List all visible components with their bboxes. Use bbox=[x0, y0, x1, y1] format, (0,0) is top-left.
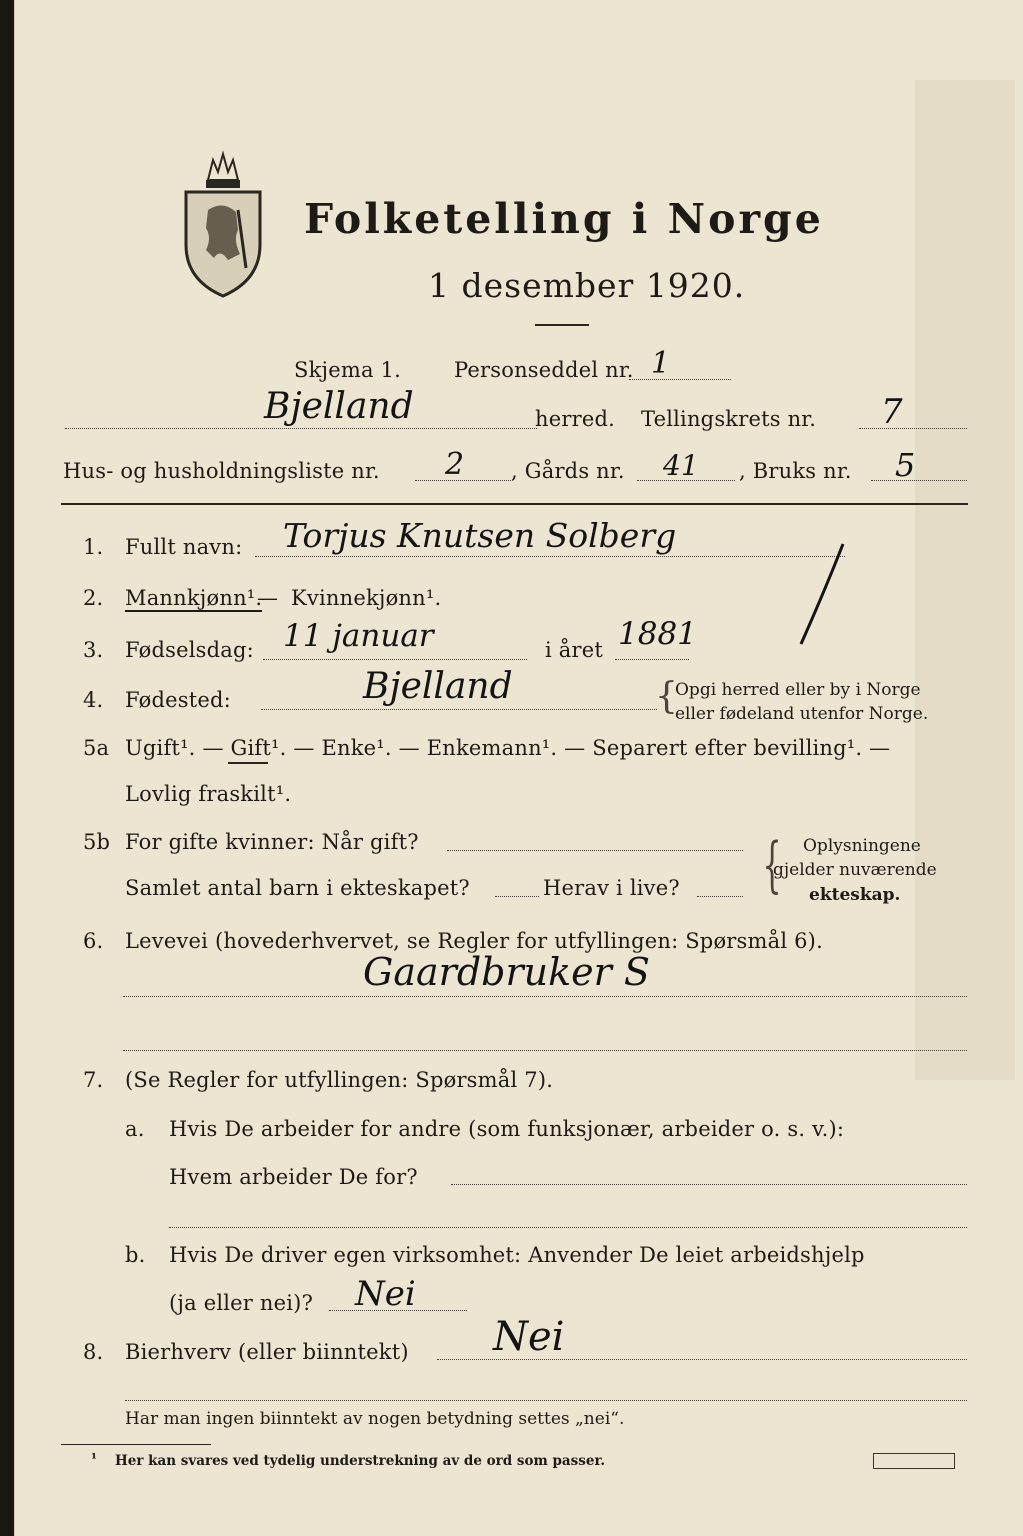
q5b-note-line-3: ekteskap. bbox=[809, 885, 901, 905]
q5b-alive-line bbox=[697, 896, 743, 897]
bruks-line bbox=[871, 480, 967, 481]
q3-year-value: 1881 bbox=[618, 616, 697, 652]
q4-note-line-1: Opgi herred eller by i Norge bbox=[675, 680, 921, 700]
q1-number: 1. bbox=[83, 535, 104, 559]
q3-year-label: i året bbox=[545, 638, 604, 662]
q7-number: 7. bbox=[83, 1068, 104, 1092]
q5b-note-line-1: Oplysningene bbox=[803, 836, 921, 856]
form-date: 1 desember 1920. bbox=[428, 266, 746, 305]
personseddel-value: 1 bbox=[651, 346, 671, 381]
q4-line bbox=[261, 709, 657, 710]
q5a-gift-underline bbox=[228, 762, 268, 764]
footnote-rule bbox=[61, 1444, 211, 1445]
q7b-label-2: (ja eller nei)? bbox=[169, 1291, 314, 1315]
q8-label: Bierhverv (eller biinntekt) bbox=[125, 1340, 409, 1364]
q5b-married-line bbox=[447, 850, 743, 851]
q3-value: 11 januar bbox=[283, 618, 434, 654]
q2-number: 2. bbox=[83, 586, 104, 610]
q5a-number: 5a bbox=[83, 736, 110, 760]
q6-label: Levevei (hovederhvervet, se Regler for utfyllingen: Spørsmål 6). bbox=[125, 929, 823, 953]
header-divider bbox=[61, 503, 968, 505]
q5b-brace: { bbox=[762, 830, 782, 900]
q1-value: Torjus Knutsen Solberg bbox=[283, 516, 677, 555]
hus-label: Hus- og husholdningsliste nr. bbox=[63, 459, 380, 483]
footnote-text: Her kan svares ved tydelig understrekning av de ord som passer. bbox=[115, 1453, 606, 1469]
q6-number: 6. bbox=[83, 929, 104, 953]
gards-label: , Gårds nr. bbox=[511, 459, 625, 483]
q6-value: Gaardbruker S bbox=[363, 950, 650, 994]
q7a-label-2: Hvem arbeider De for? bbox=[169, 1165, 418, 1189]
q7a-letter: a. bbox=[125, 1117, 145, 1141]
tellingskrets-value: 7 bbox=[881, 392, 903, 432]
footnote-mark: ¹ bbox=[91, 1451, 97, 1467]
personseddel-line bbox=[629, 379, 731, 380]
q5a-options-line-2: Lovlig fraskilt¹. bbox=[125, 782, 292, 806]
q3-year-line bbox=[615, 659, 689, 660]
q7b-label: Hvis De driver egen virksomhet: Anvender De leiet arbeidshjelp bbox=[169, 1243, 865, 1267]
q4-value: Bjelland bbox=[363, 666, 513, 707]
gards-value: 41 bbox=[663, 449, 699, 482]
skjema-label: Skjema 1. bbox=[294, 358, 401, 382]
q3-number: 3. bbox=[83, 638, 104, 662]
coat-of-arms-icon bbox=[178, 150, 268, 298]
q4-label: Fødested: bbox=[125, 688, 231, 712]
form-title: Folketelling i Norge bbox=[304, 195, 824, 243]
q7b-letter: b. bbox=[125, 1243, 146, 1267]
q1-line bbox=[255, 556, 845, 557]
q7a-label: Hvis De arbeider for andre (som funksjonær, arbeider o. s. v.): bbox=[169, 1117, 845, 1141]
tellingskrets-line bbox=[859, 428, 967, 429]
herred-line bbox=[65, 428, 537, 429]
census-form-page bbox=[14, 0, 1023, 1536]
q1-label: Fullt navn: bbox=[125, 535, 243, 559]
handwritten-stroke bbox=[795, 540, 855, 650]
q2-male-option: Mannkjønn¹. bbox=[125, 586, 263, 610]
q5b-label-children: Samlet antal barn i ekteskapet? bbox=[125, 876, 470, 900]
q7a-line-1 bbox=[451, 1184, 967, 1185]
herred-value: Bjelland bbox=[264, 386, 414, 427]
q8-line-2 bbox=[125, 1400, 967, 1401]
q2-separator: — bbox=[257, 586, 279, 610]
q5b-note-line-2: gjelder nuværende bbox=[773, 860, 937, 880]
q8-value: Nei bbox=[493, 1314, 565, 1360]
q7a-line-2 bbox=[169, 1227, 967, 1228]
q5b-label-alive: Herav i live? bbox=[543, 876, 680, 900]
q5a-options: Ugift¹. — Gift¹. — Enke¹. — Enkemann¹. — Separert efter bevilling¹. — bbox=[125, 736, 891, 760]
q6-line-2 bbox=[123, 1050, 967, 1051]
q5b-children-line bbox=[495, 896, 539, 897]
hus-value: 2 bbox=[445, 447, 465, 482]
bruks-value: 5 bbox=[895, 446, 916, 484]
bruks-label: , Bruks nr. bbox=[739, 459, 852, 483]
printer-stamp bbox=[873, 1453, 955, 1469]
q4-note-line-2: eller fødeland utenfor Norge. bbox=[675, 704, 929, 724]
q3-line bbox=[263, 659, 527, 660]
q7-label: (Se Regler for utfyllingen: Spørsmål 7). bbox=[125, 1068, 554, 1092]
q5b-label-married: For gifte kvinner: Når gift? bbox=[125, 830, 419, 854]
tellingskrets-label: Tellingskrets nr. bbox=[641, 407, 817, 431]
q6-line-1 bbox=[123, 996, 967, 997]
q7b-value: Nei bbox=[355, 1274, 416, 1314]
q3-label: Fødselsdag: bbox=[125, 638, 254, 662]
q4-brace: { bbox=[655, 676, 678, 717]
q8-number: 8. bbox=[83, 1340, 104, 1364]
q2-female-option: Kvinnekjønn¹. bbox=[291, 586, 442, 610]
q5b-number: 5b bbox=[83, 830, 111, 854]
herred-label: herred. bbox=[535, 407, 615, 431]
bleed-through bbox=[915, 80, 1015, 1080]
q4-number: 4. bbox=[83, 688, 104, 712]
personseddel-label: Personseddel nr. bbox=[454, 358, 634, 382]
title-rule bbox=[535, 324, 589, 326]
q8-note: Har man ingen biinntekt av nogen betydning settes „nei“. bbox=[125, 1409, 625, 1429]
